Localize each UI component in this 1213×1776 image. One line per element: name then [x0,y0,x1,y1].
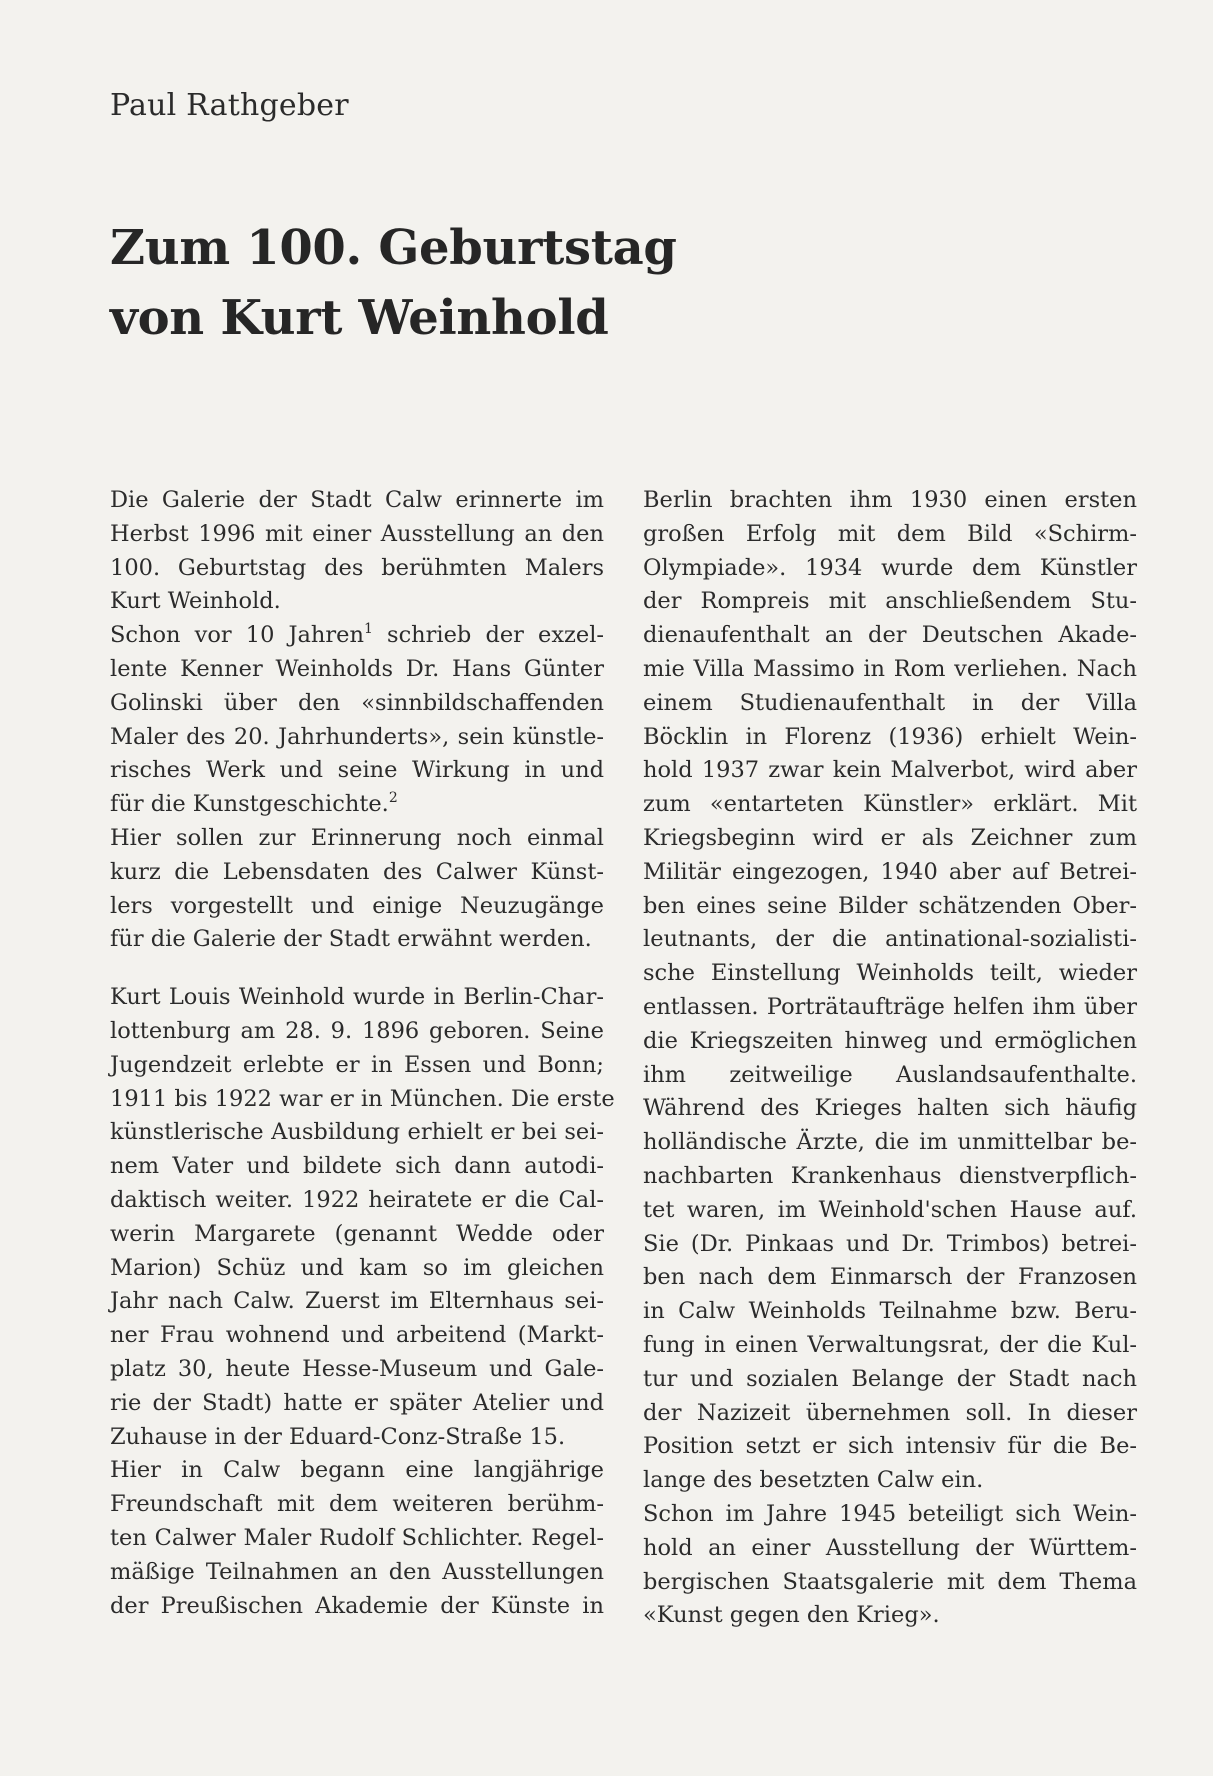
text-line: großen Erfolg mit dem Bild «Schirm- [643,520,1137,547]
text-fragment: für die Kunstgeschichte. [110,791,389,818]
text-line: leutnants, der die antinational-sozialisti- [643,926,1137,953]
text-line: zum «entarteten Künstler» erklärt. Mit [643,791,1137,818]
text-line: risches Werk und seine Wirkung in und [110,757,604,784]
text-line: werin Margarete (genannt Wedde oder [110,1220,604,1247]
text-line: Hier in Calw begann eine langjährige [110,1457,604,1484]
text-line: 1911 bis 1922 war er in München. Die erste [110,1085,615,1112]
text-line: Kriegsbeginn wird er als Zeichner zum [643,824,1137,851]
text-line: Sie (Dr. Pinkaas und Dr. Trimbos) betrei- [643,1230,1137,1257]
text-line: künstlerische Ausbildung erhielt er bei sei- [110,1119,604,1146]
text-line: Olympiade». 1934 wurde dem Künstler [643,554,1137,581]
text-line: nachbarten Krankenhaus dienstverpflich- [643,1162,1137,1189]
text-line: die Kriegszeiten hinweg und ermöglichen [643,1027,1137,1054]
text-line: Kurt Louis Weinhold wurde in Berlin-Char- [110,984,604,1011]
paragraph [643,484,1137,1633]
text-line: Jugendzeit erlebte er in Essen und Bonn; [110,1051,604,1078]
text-line: für die Galerie der Stadt erwähnt werden. [110,926,592,953]
text-line: dienaufenthalt an der Deutschen Akade- [643,622,1137,649]
text-line: einem Studienaufenthalt in der Villa [643,689,1137,716]
text-line: daktisch weiter. 1922 heiratete er die Cal- [110,1186,604,1213]
text-line: Böcklin in Florenz (1936) erhielt Wein- [643,723,1137,750]
text-line: tur und sozialen Belange der Stadt nach [643,1365,1137,1392]
text-line: in Calw Weinholds Teilnahme bzw. Beru- [643,1298,1137,1325]
text-line: entlassen. Porträtaufträge helfen ihm über [643,993,1137,1020]
author-name: Paul Rathgeber [110,88,349,123]
text-line: rie der Stadt) hatte er später Atelier und [110,1389,604,1416]
text-line: sche Einstellung Weinholds teilt, wieder [643,960,1137,987]
text-line: Militär eingezogen, 1940 aber auf Betrei- [643,858,1137,885]
title-line: Zum 100. Geburtstag [110,220,677,276]
text-line: tet waren, im Weinhold'schen Hause auf. [643,1196,1137,1223]
text-line [110,788,604,822]
text-line: hold an einer Ausstellung der Württem- [643,1534,1137,1561]
text-line: Die Galerie der Stadt Calw erinnerte im [110,487,604,513]
text-line: kurz die Lebensdaten des Calwer Künst- [110,858,604,885]
footnote-marker: 1 [364,621,373,638]
text-line: lers vorgestellt und einige Neuzugänge [110,892,604,919]
text-line: holländische Ärzte, die im unmittelbar be- [643,1129,1137,1156]
article-title [110,213,677,353]
text-line: Golinski über den «sinnbildschaffenden [110,689,604,716]
left-column [110,484,615,1623]
text-line: mie Villa Massimo in Rom verliehen. Nach [643,655,1137,682]
text-line: bergischen Staatsgalerie mit dem Thema [643,1568,1137,1595]
footnote-marker: 2 [388,790,398,807]
text-line: ben nach dem Einmarsch der Franzosen [643,1264,1137,1291]
text-fragment: schrieb der exzel- [372,622,604,649]
text-line: Herbst 1996 mit einer Ausstellung an den [110,520,604,547]
paragraph [110,484,604,957]
text-line: fung in einen Verwaltungsrat, der die Kul- [643,1331,1137,1358]
text-fragment: Schon vor 10 Jahren [110,622,364,649]
text-line: lente Kenner Weinholds Dr. Hans Günter [110,655,604,682]
text-line: ihm zeitweilige Auslandsaufenthalte. [643,1061,1137,1088]
text-line: Freundschaft mit dem weiteren berühm- [110,1491,604,1518]
text-line [110,619,604,653]
text-line: der Preußischen Akademie der Künste in [110,1592,604,1619]
text-line: ner Frau wohnend und arbeitend (Markt- [110,1322,604,1349]
text-line: Hier sollen zur Erinnerung noch einmal [110,824,604,851]
text-line: mäßige Teilnahmen an den Ausstellungen [110,1558,604,1585]
text-line: der Nazizeit übernehmen soll. In dieser [643,1399,1137,1426]
right-column [643,484,1137,1633]
text-line: lottenburg am 28. 9. 1896 geboren. Seine [110,1017,604,1044]
text-line: Maler des 20. Jahrhunderts», sein künstle- [110,723,604,750]
paragraph [110,981,615,1623]
text-line: nem Vater und bildete sich dann autodi- [110,1153,604,1180]
text-line: hold 1937 zwar kein Malverbot, wird aber [643,757,1137,784]
text-line: Position setzt er sich intensiv für die Be- [643,1433,1137,1460]
text-line: Berlin brachten ihm 1930 einen ersten [643,487,1137,513]
text-line: ben eines seine Bilder schätzenden Ober- [643,892,1137,919]
text-line: lange des besetzten Calw ein. [643,1467,984,1494]
text-line: ten Calwer Maler Rudolf Schlichter. Regel- [110,1524,604,1551]
text-line: Zuhause in der Eduard-Conz-Straße 15. [110,1423,566,1450]
text-line: Marion) Schüz und kam so im gleichen [110,1254,604,1281]
text-line: «Kunst gegen den Krieg». [643,1602,940,1629]
text-line: Kurt Weinhold. [110,588,281,615]
text-line: Jahr nach Calw. Zuerst im Elternhaus sei- [110,1288,604,1315]
text-line: Schon im Jahre 1945 beteiligt sich Wein- [643,1500,1137,1527]
text-line: Während des Krieges halten sich häufig [643,1095,1137,1122]
text-line: der Rompreis mit anschließendem Stu- [643,588,1137,615]
text-line: 100. Geburtstag des berühmten Malers [110,554,604,581]
title-line: von Kurt Weinhold [110,290,609,346]
text-line: platz 30, heute Hesse-Museum und Gale- [110,1355,604,1382]
paragraph-gap [110,957,604,981]
